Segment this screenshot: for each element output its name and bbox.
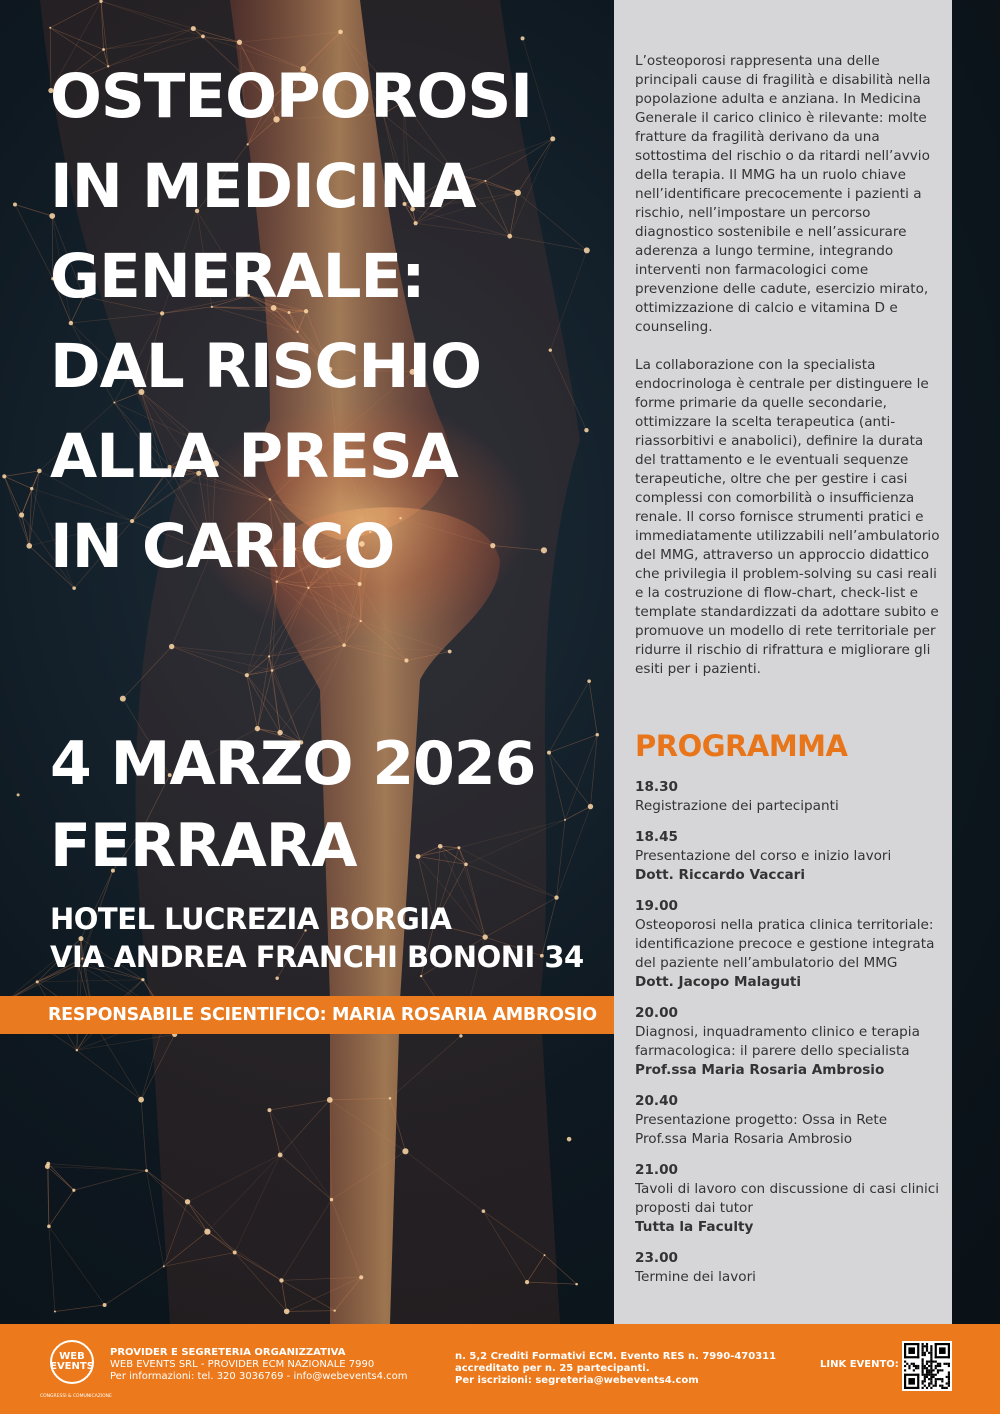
program-time: 20.40 xyxy=(635,1093,678,1109)
program-description: Presentazione del corso e inizio lavori xyxy=(635,848,892,864)
program-speaker: Dott. Riccardo Vaccari xyxy=(635,867,806,883)
title-line: DAL RISCHIO xyxy=(50,331,481,402)
program-time: 18.30 xyxy=(635,779,678,795)
program-description: Osteoporosi nella pratica clinica territoriale: identificazione precoce e gestione integrata del paziente nell’ambulatorio del MMG xyxy=(635,917,935,971)
title-line: ALLA PRESA xyxy=(50,421,458,492)
event-city: FERRARA xyxy=(50,811,357,881)
venue-hotel: HOTEL LUCREZIA BORGIA xyxy=(50,902,452,936)
info-panel xyxy=(614,0,952,1324)
program-description: Presentazione progetto: Ossa in Rete xyxy=(635,1112,888,1128)
program-item xyxy=(635,1249,945,1287)
program-speaker: Tutta la Faculty xyxy=(635,1219,754,1235)
provider-info xyxy=(110,1347,408,1383)
event-title xyxy=(50,52,610,592)
title-line: IN MEDICINA xyxy=(50,151,476,222)
program-item xyxy=(635,1092,945,1149)
credits-info xyxy=(455,1351,776,1387)
event-venue xyxy=(50,900,584,976)
event-link-label: LINK EVENTO: xyxy=(820,1359,899,1370)
qr-code-graphic xyxy=(904,1343,950,1389)
logo-subtitle: CONGRESSI & COMUNICAZIONE xyxy=(40,1394,112,1399)
credits-line: accreditato per n. 25 partecipanti. xyxy=(455,1363,650,1374)
program-title: PROGRAMMA xyxy=(635,729,848,763)
program-time: 20.00 xyxy=(635,1005,678,1021)
scientific-manager-bar xyxy=(0,996,614,1034)
program-description: Termine dei lavori xyxy=(635,1269,756,1285)
provider-heading: PROVIDER E SEGRETERIA ORGANIZZATIVA xyxy=(110,1347,346,1358)
program-speaker: Prof.ssa Maria Rosaria Ambrosio xyxy=(635,1062,885,1078)
program-item xyxy=(635,897,945,992)
intro-text xyxy=(635,52,940,698)
footer xyxy=(0,1324,1000,1414)
program-time: 18.45 xyxy=(635,829,678,845)
web-events-logo xyxy=(50,1340,94,1384)
registration-line[interactable]: Per iscrizioni: segreteria@webevents4.com xyxy=(455,1375,699,1386)
program-item xyxy=(635,1161,945,1237)
venue-address: VIA ANDREA FRANCHI BONONI 34 xyxy=(50,940,584,974)
intro-paragraph: L’osteoporosi rappresenta una delle principali cause di fragilità e disabilità nella popolazione adulta e anziana. In Medicina Generale il carico clinico è rilevante: molte fratture da fragilità derivano da una sottostima del rischio o da ritardi nell’avvio della terapia. Il MMG ha un ruolo chiave nell’identificare precocemente i pazienti a rischio, nell’impostare un percorso diagnostico sostenibile e nell’assicurare aderenza a lungo termine, integrando interventi non farmacologici come prevenzione delle cadute, esercizio mirato, ottimizzazione di calcio e vitamina D e counseling. xyxy=(635,53,931,335)
program-description: Diagnosi, inquadramento clinico e terapia farmacologica: il parere dello specialista xyxy=(635,1024,920,1059)
program-speaker: Prof.ssa Maria Rosaria Ambrosio xyxy=(635,1131,853,1147)
program-description: Registrazione dei partecipanti xyxy=(635,798,839,814)
title-line: IN CARICO xyxy=(50,511,395,582)
credits-line: n. 5,2 Crediti Formativi ECM. Evento RES n. 7990-470311 xyxy=(455,1351,777,1362)
scientific-manager: RESPONSABILE SCIENTIFICO: MARIA ROSARIA AMBROSIO xyxy=(48,1005,597,1025)
program-list xyxy=(635,778,945,1299)
intro-paragraph: La collaborazione con la specialista endocrinologa è centrale per distinguere le forme primarie da quelle secondarie, ottimizzare la scelta terapeutica (anti-riassorbitivi e anabolici), definire la durata del trattamento e le eventuali sequenze terapeutiche, oltre che per gestire i casi complessi con comorbilità o insufficienza renale. Il corso fornisce strumenti pratici e immediatamente utilizzabili nell’ambulatorio del MMG, attraverso un approccio didattico che privilegia il problem-solving su casi reali e la costruzione di flow-chart, check-list e template standardizzati da adottare subito e promuove un modello di rete territoriale per ridurre il rischio di rifrattura e migliorare gli esiti per i pazienti. xyxy=(635,357,940,677)
provider-contacts[interactable]: Per informazioni: tel. 320 3036769 - info@webevents4.com xyxy=(110,1371,408,1382)
program-time: 23.00 xyxy=(635,1250,678,1266)
provider-line: WEB EVENTS SRL - PROVIDER ECM NAZIONALE 7990 xyxy=(110,1359,375,1370)
title-line: GENERALE: xyxy=(50,241,425,312)
qr-code-icon[interactable] xyxy=(902,1341,952,1391)
program-item xyxy=(635,1004,945,1080)
program-time: 19.00 xyxy=(635,898,678,914)
program-time: 21.00 xyxy=(635,1162,678,1178)
title-line: OSTEOPOROSI xyxy=(50,61,532,132)
program-description: Tavoli di lavoro con discussione di casi clinici proposti dai tutor xyxy=(635,1181,939,1216)
program-item xyxy=(635,828,945,885)
program-item xyxy=(635,778,945,816)
program-speaker: Dott. Jacopo Malaguti xyxy=(635,974,802,990)
logo-text: WEB EVENTS xyxy=(50,1351,94,1372)
event-date: 4 MARZO 2026 xyxy=(50,729,536,799)
